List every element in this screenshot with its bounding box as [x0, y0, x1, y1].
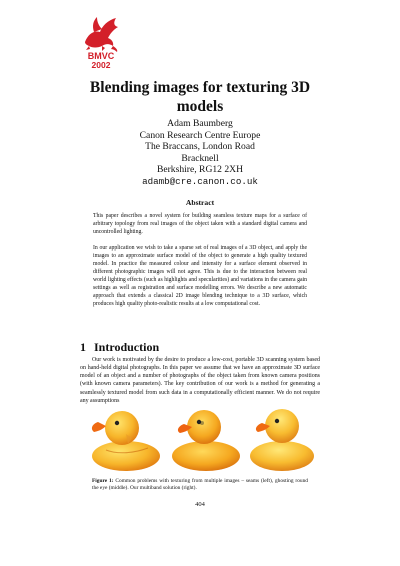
abstract-paragraph-2: In our application we wish to take a sparse set of real images of a 3D object, and apply the images to an approximate surface model of the object to generate a high quality textured model. In practice the measured colour and intensity for a surface element observed in different photographic images will not agree. This is due to the interaction between real world lighting effects (such as highlights and specularities) and variations in the camera gain settings as well as registration and surface modelling errors. We describe a new automatic approach that extends a classical 2D image blending technique to a 3D surface, which produces high quality photo-realistic results at a low computational cost.	[93, 244, 307, 308]
page-number: 404	[195, 501, 205, 508]
figure-caption	[92, 478, 308, 492]
duck-left-seams	[92, 411, 160, 471]
section-body-text: Our work is motivated by the desire to produce a low-cost, portable 3D scanning system based on hand-held digital photographs. In this paper we assume that we have an approximate 3D surface model of an object and a number of photographs of the object taken from known camera positions (with known camera parameters). The key contribution of our work is a method for generating a seamlessly textured model from such data in a computationally efficient manner. We do not require any assumptions	[80, 357, 320, 404]
duck-right-multiband	[250, 409, 314, 471]
author-address-1: The Braccans, London Road	[145, 141, 255, 153]
figure-caption-label: Figure 1:	[92, 478, 114, 484]
author-block	[80, 118, 320, 188]
logo-line2: 2002	[91, 60, 111, 70]
logo-text	[80, 52, 122, 70]
author-email: adamb@cre.canon.co.uk	[142, 175, 258, 187]
author-address-3: Berkshire, RG12 2XH	[156, 164, 244, 176]
duck-middle-ghosting	[172, 410, 240, 471]
paper-title: Blending images for texturing 3D models	[89, 79, 311, 115]
rubber-duck-images	[84, 404, 316, 474]
figure-1	[84, 404, 316, 474]
abstract-body	[93, 212, 307, 316]
author-name: Adam Baumberg	[167, 118, 233, 129]
bmvc-logo	[80, 12, 122, 74]
section-title: Introduction	[94, 340, 160, 354]
abstract-heading: Abstract	[185, 198, 215, 207]
logo-line1: BMVC	[87, 51, 115, 61]
figure-caption-text: Common problems with texturing from multiple images – seams (left), ghosting round the eye (middle). Our multiband solution (right).	[92, 478, 308, 492]
abstract-paragraph-1: This paper describes a novel system for building seamless texture maps for a surface of arbitrary topology from real images of the object taken with a standard digital camera and uncontrolled lighting.	[93, 213, 307, 236]
section-heading	[80, 340, 320, 355]
author-affiliation: Canon Research Centre Europe	[139, 129, 261, 141]
section-number: 1	[80, 340, 86, 354]
author-address-2: Bracknell	[181, 152, 219, 164]
